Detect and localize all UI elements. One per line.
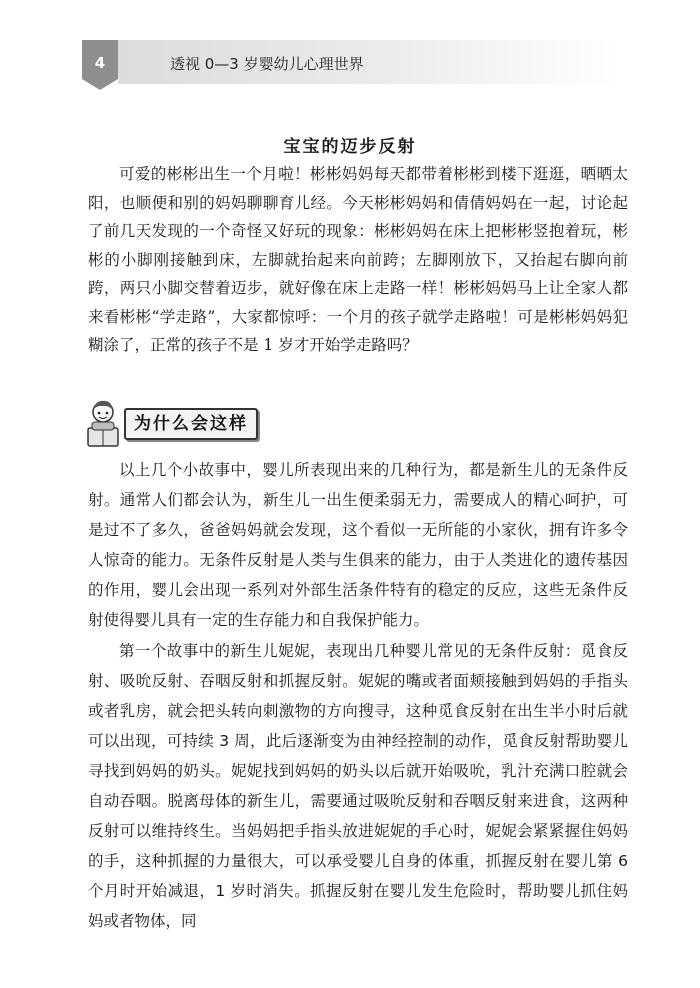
story-title: 宝宝的迈步反射 xyxy=(283,137,417,157)
child-reading-icon xyxy=(84,398,126,448)
why-section-heading xyxy=(84,398,264,448)
page-header xyxy=(82,40,622,90)
body-paragraph-2: 第一个故事中的新生儿妮妮，表现出几种婴儿常见的无条件反射：觅食反射、吸吮反射、吞咽反射和抓握反射。妮妮的嘴或者面颊接触到妈妈的手指头或者乳房，就会把头转向刺激物的方向搜寻，这种觅食反射在出生半小时后就可以出现，可持续 3 周，此后逐渐变为由神经控制的动作，觅食反射帮助婴儿寻找到妈妈的奶头。妮妮找到妈妈的奶头以后就开始吸吮，乳汁充满口腔就会自动吞咽。脱离母体的新生儿，需要通过吸吮反射和吞咽反射来进食，这两种反射可以维持终生。当妈妈把手指头放进妮妮的手心时，妮妮会紧紧握住妈妈的手，这种抓握的力量很大，可以承受婴儿自身的体重，抓握反射在婴儿第 6 个月时开始减退，1 岁时消失。抓握反射在婴儿发生危险时，帮助婴儿抓住妈妈或者物体，同 xyxy=(88,642,628,930)
page-number: 4 xyxy=(94,54,106,72)
story-paragraph: 可爱的彬彬出生一个月啦！彬彬妈妈每天都带着彬彬到楼下逛逛，晒晒太阳，也顺便和别的妈妈聊聊育儿经。今天彬彬妈妈和倩倩妈妈在一起，讨论起了前几天发现的一个奇怪又好玩的现象：彬彬妈妈在床上把彬彬竖抱着玩，彬彬的小脚刚接触到床，左脚就抬起来向前跨；左脚刚放下，又抬起右脚向前跨，两只小脚交替着迈步，就好像在床上走路一样！彬彬妈妈马上让全家人都来看彬彬“学走路”，大家都惊呼：一个月的孩子就学走路啦！可是彬彬妈妈犯糊涂了，正常的孩子不是 1 岁才开始学走路吗？ xyxy=(88,165,628,354)
body-paragraph-1: 以上几个小故事中，婴儿所表现出来的几种行为，都是新生儿的无条件反射。通常人们都会认为，新生儿一出生便柔弱无力，需要成人的精心呵护，可是过不了多久，爸爸妈妈就会发现，这个看似一无所能的小家伙，拥有许多令人惊奇的能力。无条件反射是人类与生俱来的能力，由于人类进化的遗传基因的作用，婴儿会出现一系列对外部生活条件特有的稳定的反应，这些无条件反射使得婴儿具有一定的生存能力和自我保护能力。 xyxy=(88,461,628,629)
header-bar xyxy=(118,40,622,84)
book-title: 透视 0—3 岁婴幼儿心理世界 xyxy=(170,55,364,73)
why-label: 为什么会这样 xyxy=(124,408,258,440)
